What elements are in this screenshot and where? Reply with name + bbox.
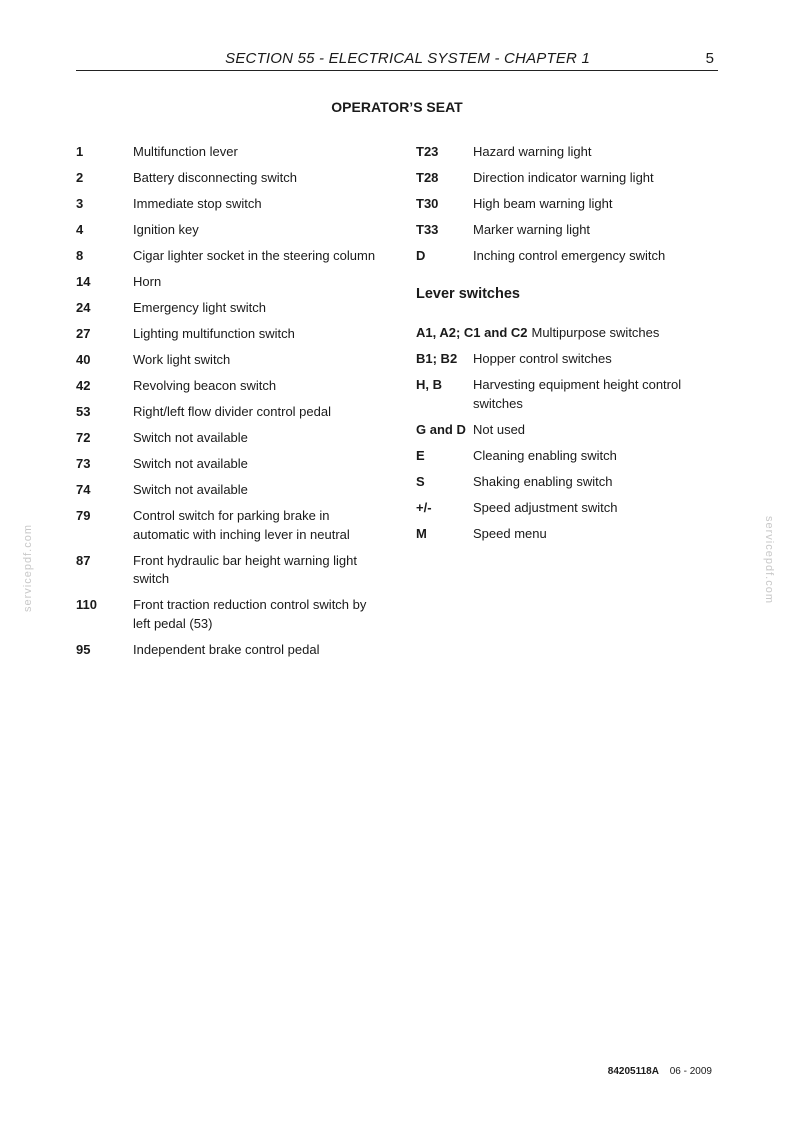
watermark-left: servicepdf.com <box>22 524 34 612</box>
right-legend-list <box>416 143 716 273</box>
item-code: 42 <box>76 378 91 393</box>
item-code: 1 <box>76 144 84 159</box>
item-code: S <box>416 473 425 489</box>
item-code: 24 <box>76 300 91 315</box>
item-description: Revolving beacon switch <box>133 378 277 393</box>
item-description: Horn <box>133 274 162 289</box>
item-description: Speed adjustment switch <box>473 499 618 515</box>
legend-item <box>76 325 381 344</box>
lever-legend-list <box>416 324 716 551</box>
legend-item <box>76 641 381 660</box>
page-header <box>76 50 718 71</box>
item-description: Battery disconnecting switch <box>133 170 298 185</box>
item-code: 110 <box>76 597 97 612</box>
item-description: Multipurpose switches <box>531 325 660 340</box>
item-description: Cigar lighter socket in the steering column <box>133 248 376 263</box>
legend-item <box>416 376 716 413</box>
legend-item <box>416 324 716 343</box>
legend-item <box>76 403 381 422</box>
item-description: Harvesting equipment height control switches <box>473 377 682 411</box>
section-title: SECTION 55 - ELECTRICAL SYSTEM - CHAPTER 1 <box>225 50 590 67</box>
item-description: High beam warning light <box>473 196 613 211</box>
item-code: 73 <box>76 456 91 471</box>
legend-item <box>76 143 381 162</box>
item-description: Inching control emergency switch <box>473 248 666 263</box>
item-description: Switch not available <box>133 430 248 445</box>
item-description: Right/left flow divider control pedal <box>133 404 331 419</box>
item-code: T23 <box>416 144 439 159</box>
item-description: Immediate stop switch <box>133 196 262 211</box>
document-date: 06 - 2009 <box>669 1066 712 1077</box>
item-code: D <box>416 248 426 263</box>
item-code: 4 <box>76 222 84 237</box>
legend-item <box>76 247 381 266</box>
item-code: T30 <box>416 196 439 211</box>
item-description: Independent brake control pedal <box>133 641 320 657</box>
item-code: H, B <box>416 377 442 392</box>
item-description: Ignition key <box>133 222 199 237</box>
legend-item <box>76 221 381 240</box>
item-description: Front hydraulic bar height warning light switch <box>133 552 358 586</box>
legend-item <box>416 195 716 214</box>
page-footer <box>608 1066 712 1077</box>
item-description: Direction indicator warning light <box>473 170 654 185</box>
item-description: Switch not available <box>133 456 248 471</box>
legend-item <box>416 525 716 544</box>
legend-item <box>416 247 716 266</box>
legend-item <box>416 473 716 492</box>
item-description: Not used <box>473 421 526 437</box>
left-legend-list <box>76 143 381 667</box>
item-code: 2 <box>76 170 84 185</box>
item-description: Switch not available <box>133 482 248 497</box>
legend-item <box>416 447 716 466</box>
legend-item <box>416 499 716 518</box>
legend-item <box>76 596 381 633</box>
item-description: Shaking enabling switch <box>473 473 613 489</box>
page-title: OPERATOR’S SEAT <box>331 99 463 115</box>
item-code: 8 <box>76 248 84 263</box>
page-number: 5 <box>705 50 714 67</box>
legend-item <box>416 143 716 162</box>
item-code: B1; B2 <box>416 351 458 366</box>
legend-item <box>416 221 716 240</box>
legend-item <box>76 299 381 318</box>
item-code: 79 <box>76 508 91 523</box>
item-description: Hopper control switches <box>473 351 612 366</box>
item-code: T33 <box>416 222 439 237</box>
item-code: T28 <box>416 170 439 185</box>
item-code: 87 <box>76 552 91 568</box>
item-code: 40 <box>76 352 91 367</box>
legend-item <box>416 421 716 440</box>
item-description: Speed menu <box>473 525 547 541</box>
legend-item <box>76 481 381 500</box>
legend-item <box>76 169 381 188</box>
item-code: 53 <box>76 404 91 419</box>
item-code: 14 <box>76 274 91 289</box>
item-description: Marker warning light <box>473 222 591 237</box>
legend-item <box>76 507 381 544</box>
item-code: 95 <box>76 641 91 657</box>
item-code: A1, A2; C1 and C2 <box>416 325 528 340</box>
item-description: Work light switch <box>133 352 231 367</box>
legend-item <box>76 552 381 589</box>
item-code: G and D <box>416 421 466 437</box>
watermark-right: servicepdf.com <box>763 516 775 604</box>
item-description: Hazard warning light <box>473 144 592 159</box>
legend-item <box>76 351 381 370</box>
legend-item <box>416 350 716 369</box>
item-description: Control switch for parking brake in automatic with inching lever in neutral <box>133 508 350 542</box>
item-code: +/- <box>416 499 432 515</box>
legend-item <box>416 169 716 188</box>
lever-switches-heading: Lever switches <box>416 286 520 302</box>
item-code: 72 <box>76 430 91 445</box>
item-description: Multifunction lever <box>133 144 238 159</box>
item-code: 3 <box>76 196 84 211</box>
document-code: 84205118A <box>607 1066 659 1077</box>
legend-item <box>76 455 381 474</box>
item-code: E <box>416 447 425 463</box>
item-code: 74 <box>76 482 91 497</box>
legend-item <box>76 273 381 292</box>
item-description: Front traction reduction control switch by left pedal (53) <box>133 597 367 631</box>
legend-item <box>76 377 381 396</box>
item-description: Emergency light switch <box>133 300 266 315</box>
item-description: Cleaning enabling switch <box>473 447 617 463</box>
legend-item <box>76 429 381 448</box>
item-code: M <box>416 525 427 541</box>
item-description: Lighting multifunction switch <box>133 326 295 341</box>
legend-item <box>76 195 381 214</box>
item-code: 27 <box>76 326 91 341</box>
